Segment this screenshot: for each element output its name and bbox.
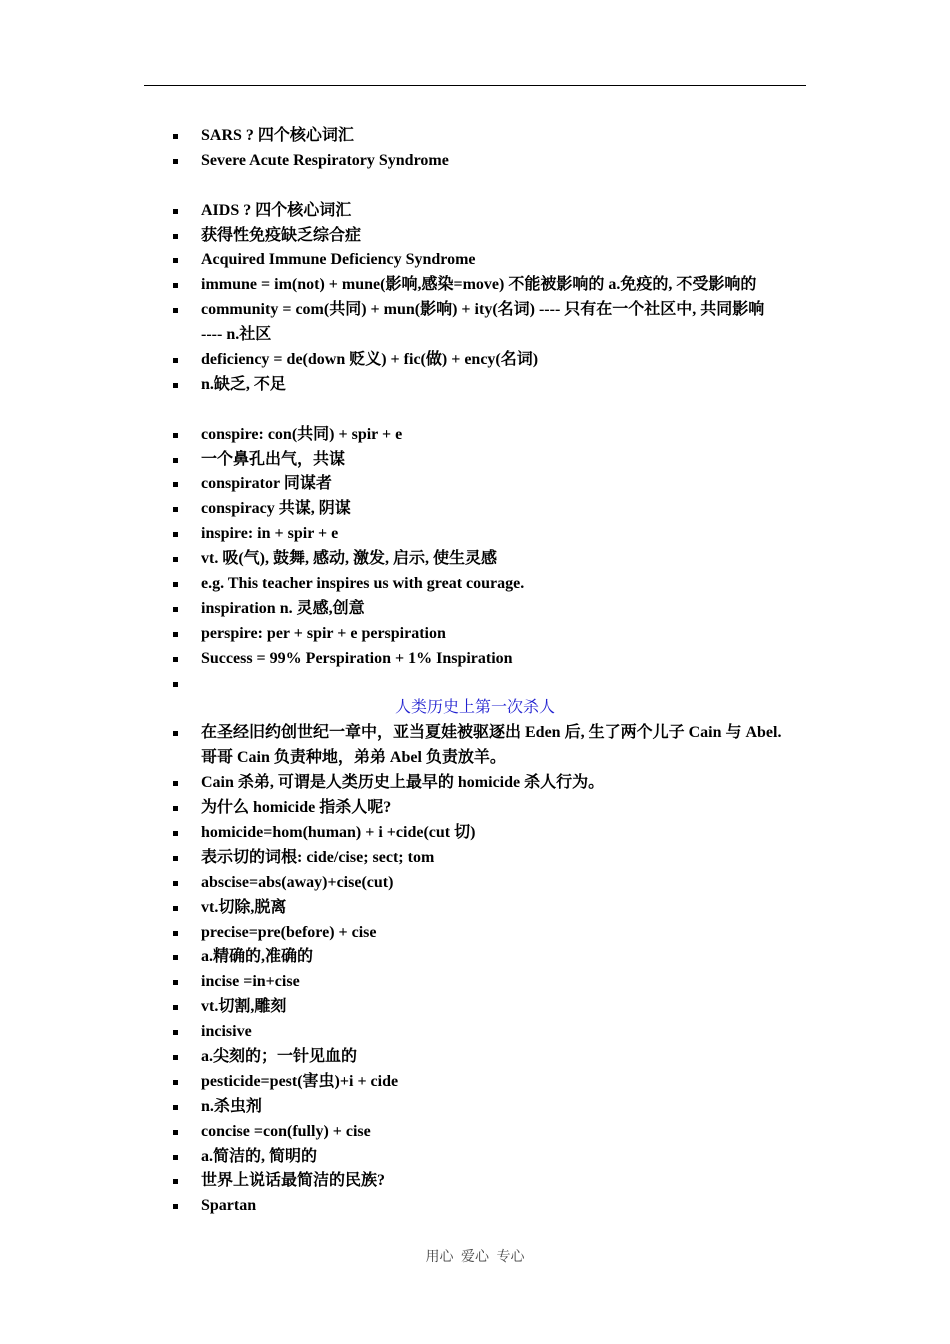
line-text: 获得性免疫缺乏综合症 bbox=[201, 226, 362, 244]
square-bullet-icon bbox=[173, 582, 178, 587]
list-item bbox=[0, 846, 950, 871]
square-bullet-icon bbox=[173, 383, 178, 388]
square-bullet-icon bbox=[173, 433, 178, 438]
line-text: 世界上说话最简洁的民族? bbox=[201, 1172, 386, 1190]
line-text: precise=pre(before) + cise bbox=[201, 923, 377, 941]
list-item bbox=[0, 597, 950, 622]
square-bullet-icon bbox=[173, 881, 178, 886]
line-text: 人类历史上第一次杀人 bbox=[394, 699, 555, 717]
blank-line bbox=[0, 398, 950, 423]
line-text: vt.切除,脱离 bbox=[201, 898, 287, 916]
list-item bbox=[0, 348, 950, 373]
list-item bbox=[0, 771, 950, 796]
square-bullet-icon bbox=[173, 856, 178, 861]
square-bullet-icon bbox=[173, 731, 178, 736]
list-item bbox=[0, 1194, 950, 1219]
list-item bbox=[0, 1145, 950, 1170]
line-text: n.杀虫剂 bbox=[201, 1097, 262, 1115]
list-item bbox=[0, 423, 950, 448]
line-text: vt. 吸(气), 鼓舞, 感动, 激发, 启示, 使生灵感 bbox=[201, 550, 497, 568]
square-bullet-icon bbox=[173, 781, 178, 786]
square-bullet-icon bbox=[173, 134, 178, 139]
square-bullet-icon bbox=[173, 831, 178, 836]
list-item bbox=[0, 871, 950, 896]
line-text: n.缺乏, 不足 bbox=[201, 375, 286, 393]
list-item bbox=[0, 672, 950, 697]
line-text: conspire: con(共同) + spir + e bbox=[201, 425, 403, 443]
square-bullet-icon bbox=[173, 209, 178, 214]
list-item bbox=[0, 224, 950, 249]
list-item bbox=[0, 1169, 950, 1194]
line-text: ---- n.社区 bbox=[201, 326, 272, 344]
line-text: incise =in+cise bbox=[201, 973, 300, 991]
blank-line bbox=[0, 174, 950, 199]
line-text: conspiracy 共谋, 阴谋 bbox=[201, 500, 351, 518]
list-item bbox=[0, 921, 950, 946]
square-bullet-icon bbox=[173, 980, 178, 985]
square-bullet-icon bbox=[173, 557, 178, 562]
square-bullet-icon bbox=[173, 906, 178, 911]
square-bullet-icon bbox=[173, 308, 178, 313]
list-item bbox=[0, 721, 950, 746]
square-bullet-icon bbox=[173, 458, 178, 463]
list-item-continuation bbox=[0, 323, 950, 348]
square-bullet-icon bbox=[173, 657, 178, 662]
list-item bbox=[0, 1120, 950, 1145]
square-bullet-icon bbox=[173, 507, 178, 512]
line-text: a.简洁的, 简明的 bbox=[201, 1147, 318, 1165]
section-heading bbox=[0, 696, 950, 721]
list-item bbox=[0, 472, 950, 497]
list-item-continuation bbox=[0, 746, 950, 771]
page-footer: 用心 爱心 专心 bbox=[425, 1250, 525, 1265]
line-text: conspirator 同谋者 bbox=[201, 475, 332, 493]
square-bullet-icon bbox=[173, 1204, 178, 1209]
line-text: 表示切的词根: cide/cise; sect; tom bbox=[201, 848, 435, 866]
square-bullet-icon bbox=[173, 1105, 178, 1110]
list-item bbox=[0, 622, 950, 647]
line-text: a.精确的,准确的 bbox=[201, 948, 314, 966]
list-item bbox=[0, 298, 950, 323]
line-text: Spartan bbox=[201, 1197, 257, 1215]
square-bullet-icon bbox=[173, 1055, 178, 1060]
line-text: deficiency = de(down 贬义) + fic(做) + ency(名词) bbox=[201, 351, 539, 369]
list-item bbox=[0, 896, 950, 921]
list-item bbox=[0, 373, 950, 398]
line-text: AIDS ? 四个核心词汇 bbox=[201, 201, 352, 219]
list-item bbox=[0, 199, 950, 224]
list-item bbox=[0, 647, 950, 672]
line-text: incisive bbox=[201, 1023, 252, 1041]
square-bullet-icon bbox=[173, 159, 178, 164]
list-item bbox=[0, 995, 950, 1020]
list-item bbox=[0, 547, 950, 572]
square-bullet-icon bbox=[173, 234, 178, 239]
line-text: Cain 杀弟, 可谓是人类历史上最早的 homicide 杀人行为。 bbox=[201, 774, 605, 792]
line-text: Severe Acute Respiratory Syndrome bbox=[201, 151, 449, 169]
square-bullet-icon bbox=[173, 358, 178, 363]
square-bullet-icon bbox=[173, 1130, 178, 1135]
line-text: Acquired Immune Deficiency Syndrome bbox=[201, 251, 476, 269]
square-bullet-icon bbox=[173, 607, 178, 612]
line-text: 哥哥 Cain 负责种地，弟弟 Abel 负责放羊。 bbox=[201, 749, 506, 767]
line-text: inspire: in + spir + e bbox=[201, 525, 339, 543]
list-item bbox=[0, 1095, 950, 1120]
list-item bbox=[0, 945, 950, 970]
square-bullet-icon bbox=[173, 1179, 178, 1184]
list-item bbox=[0, 149, 950, 174]
line-text: pesticide=pest(害虫)+i + cide bbox=[201, 1072, 399, 1090]
line-text: Success = 99% Perspiration + 1% Inspiration bbox=[201, 649, 513, 667]
list-item bbox=[0, 273, 950, 298]
square-bullet-icon bbox=[173, 806, 178, 811]
list-item bbox=[0, 1070, 950, 1095]
square-bullet-icon bbox=[173, 1155, 178, 1160]
list-item bbox=[0, 821, 950, 846]
list-item bbox=[0, 522, 950, 547]
line-text: SARS ? 四个核心词汇 bbox=[201, 127, 354, 144]
header-rule bbox=[144, 85, 806, 86]
square-bullet-icon bbox=[173, 955, 178, 960]
square-bullet-icon bbox=[173, 1005, 178, 1010]
list-item bbox=[0, 497, 950, 522]
document-body bbox=[0, 124, 950, 1219]
line-text: 一个鼻孔出气，共谋 bbox=[201, 450, 346, 468]
list-item bbox=[0, 448, 950, 473]
square-bullet-icon bbox=[173, 532, 178, 537]
list-item bbox=[0, 248, 950, 273]
square-bullet-icon bbox=[173, 1080, 178, 1085]
square-bullet-icon bbox=[173, 258, 178, 263]
list-item bbox=[0, 572, 950, 597]
line-text: immune = im(not) + mune(影响,感染=move) 不能被影响的 a.免疫的, 不受影响的 bbox=[201, 276, 757, 294]
square-bullet-icon bbox=[173, 682, 178, 687]
list-item bbox=[0, 970, 950, 995]
line-text: perspire: per + spir + e perspiration bbox=[201, 624, 446, 642]
list-item bbox=[0, 1020, 950, 1045]
line-text: inspiration n. 灵感,创意 bbox=[201, 599, 365, 617]
line-text: e.g. This teacher inspires us with great courage. bbox=[201, 575, 525, 593]
line-text: community = com(共同) + mun(影响) + ity(名词) ---- 只有在一个社区中, 共同影响 bbox=[201, 301, 765, 319]
line-text: vt.切割,雕刻 bbox=[201, 998, 287, 1016]
list-item bbox=[0, 796, 950, 821]
square-bullet-icon bbox=[173, 482, 178, 487]
square-bullet-icon bbox=[173, 1030, 178, 1035]
line-text: 在圣经旧约创世纪一章中，亚当夏娃被驱逐出 Eden 后, 生了两个儿子 Cain 与 Abel. bbox=[201, 724, 782, 742]
line-text: a.尖刻的；一针见血的 bbox=[201, 1047, 358, 1065]
line-text: 为什么 homicide 指杀人呢? bbox=[201, 799, 392, 817]
line-text: homicide=hom(human) + i +cide(cut 切) bbox=[201, 823, 476, 841]
list-item bbox=[0, 124, 950, 149]
line-text: concise =con(fully) + cise bbox=[201, 1122, 371, 1140]
square-bullet-icon bbox=[173, 931, 178, 936]
line-text: abscise=abs(away)+cise(cut) bbox=[201, 873, 394, 891]
square-bullet-icon bbox=[173, 283, 178, 288]
list-item bbox=[0, 1045, 950, 1070]
square-bullet-icon bbox=[173, 632, 178, 637]
